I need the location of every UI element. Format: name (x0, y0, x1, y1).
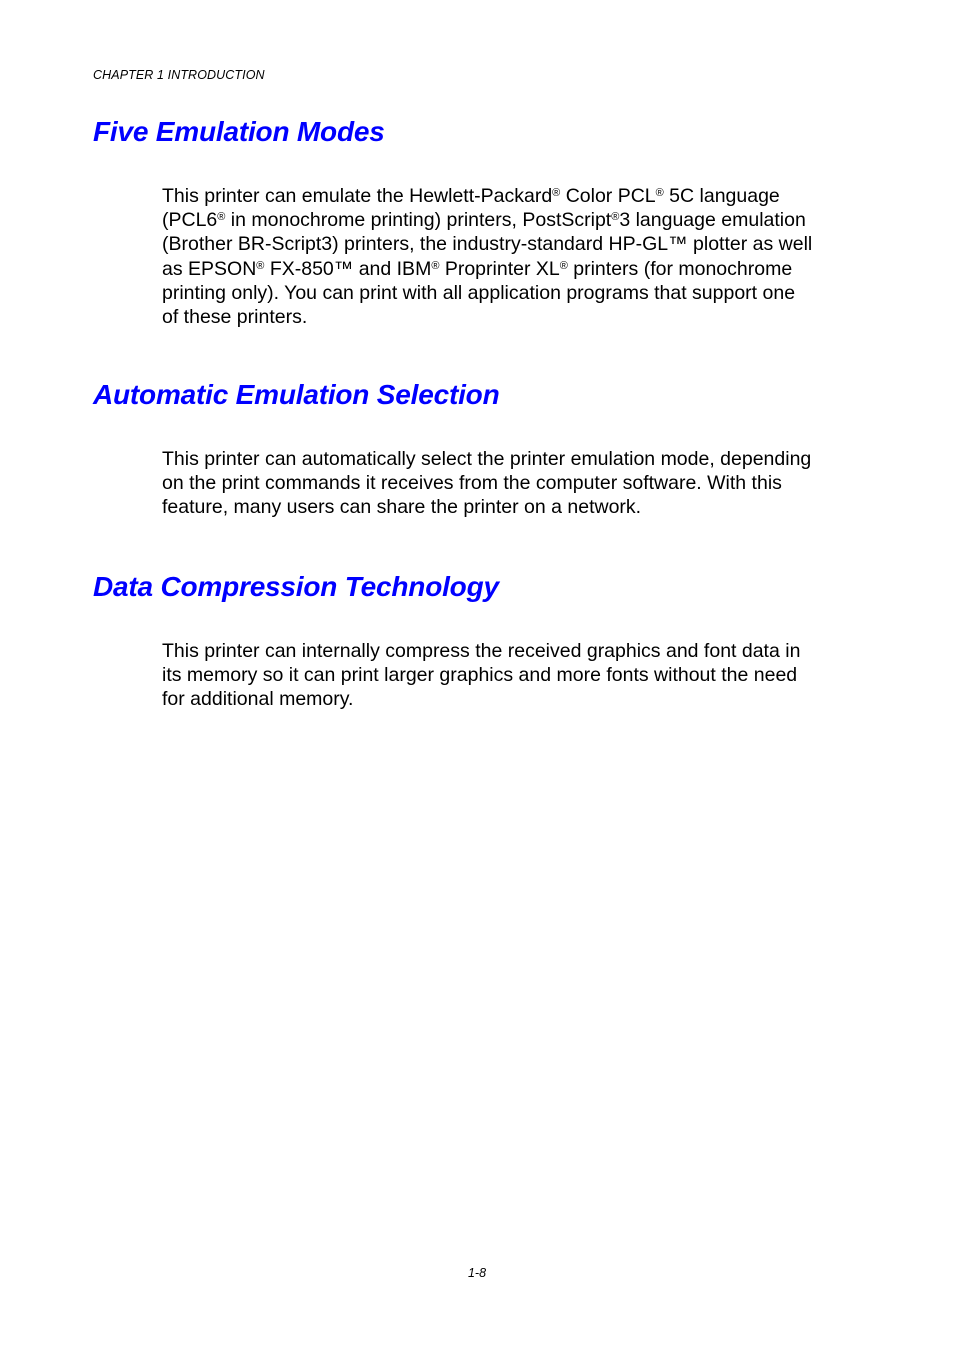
body-line: feature, many users can share the printer on a network. (162, 496, 642, 519)
section-heading-automatic-emulation-selection: Automatic Emulation Selection (93, 379, 500, 410)
page-number: 1-8 (467, 1266, 487, 1280)
section-heading-five-emulation-modes: Five Emulation Modes (93, 116, 385, 147)
body-line: for additional memory. (162, 688, 354, 711)
body-line: printing only). You can print with all application programs that support one (162, 281, 796, 304)
body-line: This printer can internally compress the received graphics and font data in (162, 640, 801, 662)
body-line: its memory so it can print larger graphics and more fonts without the need (162, 664, 798, 687)
body-line: This printer can automatically select the printer emulation mode, depending (162, 448, 812, 470)
section-body-data-compression-technology (162, 639, 867, 712)
body-line: (Brother BR-Script3) printers, the industry-standard HP-GL™ plotter as well (162, 233, 813, 256)
body-line: on the print commands it receives from the computer software. With this (162, 472, 782, 495)
section-body-five-emulation-modes (162, 184, 867, 329)
body-line: (PCL6® in monochrome printing) printers, PostScript®3 language emulation (162, 209, 806, 232)
section-heading-data-compression-technology: Data Compression Technology (93, 571, 499, 602)
running-header: CHAPTER 1 INTRODUCTION (93, 68, 265, 82)
body-line: as EPSON® FX-850™ and IBM® Proprinter XL® printers (for monochrome (162, 257, 793, 280)
body-line: of these printers. (162, 306, 308, 329)
section-body-automatic-emulation-selection (162, 447, 867, 520)
body-line: This printer can emulate the Hewlett-Packard® Color PCL® 5C language (162, 185, 780, 207)
